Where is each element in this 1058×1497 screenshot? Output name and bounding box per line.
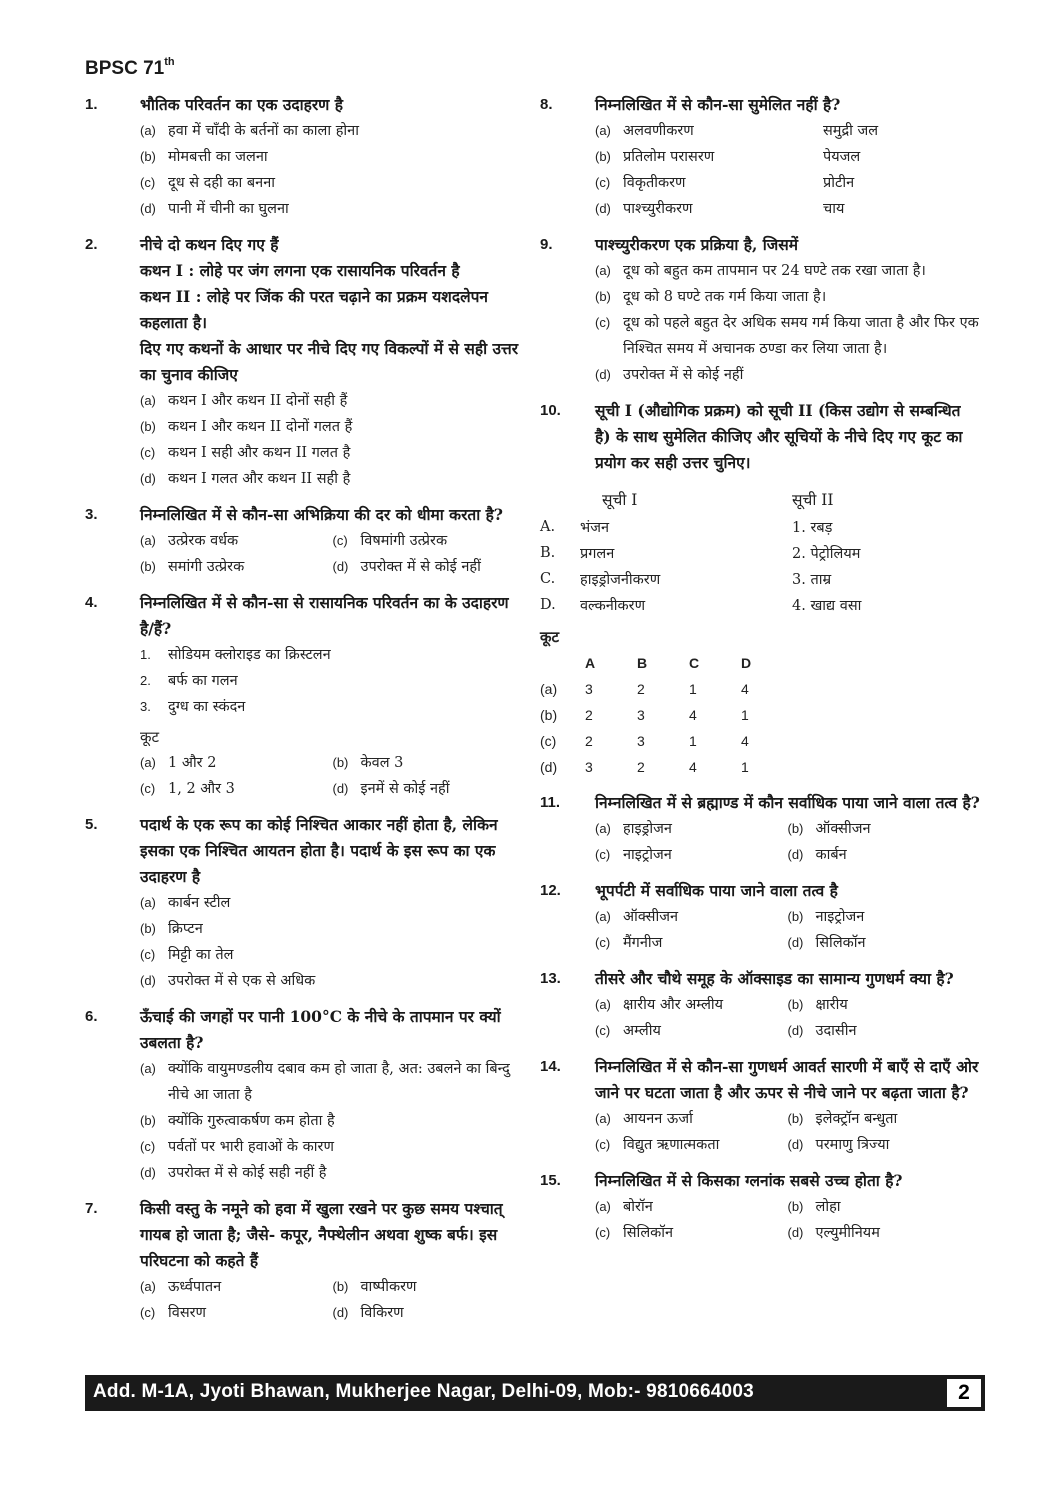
statement-1: 1. सोडियम क्लोराइड का क्रिस्टलन: [140, 647, 331, 663]
option-a: (a) कथन I और कथन II दोनों सही हैं: [140, 393, 348, 409]
right-column: [540, 92, 980, 1256]
question-3: [85, 502, 525, 580]
option-b: (b) प्रतिलोम परासरण पेयजल: [595, 149, 861, 165]
option-b: (b) क्रिप्टन: [140, 921, 203, 937]
question-number: 14.: [540, 1058, 561, 1075]
option-b: (b) नाइट्रोजन: [787, 909, 865, 925]
code-row: (c) 2 3 1 4: [540, 733, 749, 749]
match-table: [540, 484, 861, 618]
question-number: 9.: [540, 236, 553, 253]
option-c: (c) कथन I सही और कथन II गलत है: [140, 445, 351, 461]
question-14: [540, 1054, 980, 1158]
question-11: [540, 790, 980, 868]
option-c: (c) मैंगनीज: [595, 935, 663, 951]
option-b: (b) लोहा: [787, 1199, 841, 1215]
option-d: (d) उपरोक्त में से कोई नहीं: [332, 559, 481, 575]
exam-title: BPSC 71: [85, 58, 165, 79]
exam-title-sup: th: [164, 56, 175, 68]
option-a: (a) हवा में चाँदी के बर्तनों का काला होना: [140, 123, 359, 139]
option-b: (b) वाष्पीकरण: [332, 1279, 417, 1295]
option-a: (a) हाइड्रोजन: [595, 821, 672, 837]
code-table: A B C D (a) 3 2 1 4 (b) 2 3 4 1 (c) 2 3 1 4 (d) 3 2 4 1: [540, 650, 793, 780]
footer-address: Add. M-1A, Jyoti Bhawan, Mukherjee Nagar, Delhi-09, Mob:- 9810664003: [93, 1381, 754, 1402]
question-9: [540, 232, 980, 388]
option-b: (b) क्योंकि गुरुत्वाकर्षण कम होता है: [140, 1113, 335, 1129]
question-number: 13.: [540, 970, 561, 987]
option-c: (c) विकृतीकरण प्रोटीन: [595, 175, 855, 191]
question-number: 6.: [85, 1008, 98, 1025]
option-b: (b) क्षारीय: [787, 997, 848, 1013]
footer-bar: [85, 1375, 985, 1411]
option-a: (a) क्षारीय और अम्लीय: [595, 997, 724, 1013]
question-text: निम्नलिखित में से ब्रह्माण्ड में कौन सर्वाधिक पाया जाने वाला तत्व है?: [595, 793, 980, 812]
option-a: (a) उत्प्रेरक वर्धक: [140, 533, 239, 549]
question-text: निम्नलिखित में से किसका ग्लनांक सबसे उच्च होता है?: [595, 1171, 903, 1190]
question-number: 2.: [85, 236, 98, 253]
question-8: [540, 92, 980, 222]
match-row: C. हाइड्रोजनीकरण 3. ताम्र: [540, 571, 832, 588]
question-7: [85, 1196, 525, 1326]
question-text: पाश्च्युरीकरण एक प्रक्रिया है, जिसमें: [595, 235, 799, 254]
question-4: [85, 590, 525, 802]
question-1: [85, 92, 525, 222]
option-d: (d) उपरोक्त में से एक से अधिक: [140, 973, 316, 989]
statement-3: 3. दुग्ध का स्कंदन: [140, 699, 246, 715]
question-text: सूची I (औद्योगिक प्रक्रम) को सूची II (किस उद्योग से सम्बन्धित है) के साथ सुमेलित कीजिए और सूचियों के नीचे दिए गए कूट का प्रयोग कर सही उत्तर चुनिए।: [595, 401, 963, 472]
option-d: (d) उपरोक्त में से कोई सही नहीं है: [140, 1165, 327, 1181]
option-a: (a) आयनन ऊर्जा: [595, 1111, 693, 1127]
question-text: निम्नलिखित में से कौन-सा अभिक्रिया की दर को धीमा करता है?: [140, 505, 503, 524]
option-d: (d) कार्बन: [787, 847, 847, 863]
option-a: (a) क्योंकि वायुमण्डलीय दबाव कम हो जाता है, अत: उबलने का बिन्दु नीचे आ जाता है: [140, 1061, 510, 1103]
option-b: (b) कथन I और कथन II दोनों गलत हैं: [140, 419, 353, 435]
match-row: B. प्रगलन 2. पेट्रोलियम: [540, 545, 861, 562]
option-c: (c) विषमांगी उत्प्रेरक: [332, 533, 448, 549]
list-1-heading: सूची I: [602, 491, 638, 509]
match-row: D. वल्कनीकरण 4. खाद्य वसा: [540, 597, 862, 614]
option-b: (b) ऑक्सीजन: [787, 821, 871, 837]
question-text: निम्नलिखित में से कौन-सा सुमेलित नहीं है?: [595, 95, 841, 114]
question-text: भूपर्पटी में सर्वाधिक पाया जाने वाला तत्व है: [595, 881, 838, 900]
question-number: 10.: [540, 402, 561, 419]
question-2: [85, 232, 525, 492]
option-b: (b) समांगी उत्प्रेरक: [140, 559, 245, 575]
option-a: (a) 1 और 2: [140, 755, 217, 771]
option-d: (d) परमाणु त्रिज्या: [787, 1137, 890, 1153]
code-heading: कूट: [540, 628, 560, 646]
option-c: (c) अम्लीय: [595, 1023, 661, 1039]
question-number: 3.: [85, 506, 98, 523]
question-10: [540, 398, 980, 780]
question-number: 5.: [85, 816, 98, 833]
code-row: (b) 2 3 4 1: [540, 707, 749, 723]
page-number: 2: [947, 1379, 981, 1407]
question-number: 7.: [85, 1200, 98, 1217]
option-d: (d) पानी में चीनी का घुलना: [140, 201, 289, 217]
question-15: [540, 1168, 980, 1246]
list-2-heading: सूची II: [792, 491, 834, 509]
option-a: (a) ऊर्ध्वपातन: [140, 1279, 222, 1295]
statement-2: 2. बर्फ का गलन: [140, 673, 238, 689]
option-c: (c) नाइट्रोजन: [595, 847, 672, 863]
option-c: (c) दूध को पहले बहुत देर अधिक समय गर्म किया जाता है और फिर एक निश्चित समय में अचानक ठण्डा कर लिया जाता है।: [595, 315, 979, 357]
question-number: 8.: [540, 96, 553, 113]
option-a: (a) दूध को बहुत कम तापमान पर 24 घण्टे तक रखा जाता है।: [595, 263, 926, 279]
question-text: निम्नलिखित में से कौन-सा से रासायनिक परिवर्तन का के उदाहरण है/हैं?: [140, 593, 509, 638]
question-text: भौतिक परिवर्तन का एक उदाहरण है: [140, 95, 343, 114]
option-c: (c) विसरण: [140, 1305, 207, 1321]
option-b: (b) दूध को 8 घण्टे तक गर्म किया जाता है।: [595, 289, 827, 305]
option-c: (c) सिलिकॉन: [595, 1225, 674, 1241]
question-text: पदार्थ के एक रूप का कोई निश्चित आकार नहीं होता है, लेकिन इसका एक निश्चित आयतन होता है। पदार्थ के इस रूप का एक उदाहरण है: [140, 815, 498, 886]
question-text: किसी वस्तु के नमूने को हवा में खुला रखने पर कुछ समय पश्चात् गायब हो जाता है; जैसे- कपूर, नैफ्थेलीन अथवा शुष्क बर्फ। इस परिघटना को कहते हैं: [140, 1199, 503, 1270]
option-a: (a) बोरॉन: [595, 1199, 653, 1215]
question-number: 15.: [540, 1172, 561, 1189]
option-a: (a) ऑक्सीजन: [595, 909, 679, 925]
question-number: 4.: [85, 594, 98, 611]
code-row: (d) 3 2 4 1: [540, 759, 749, 775]
page-header: [85, 58, 175, 80]
option-d: (d) एल्युमीनियम: [787, 1225, 880, 1241]
option-a: (a) अलवणीकरण समुद्री जल: [595, 123, 879, 139]
question-number: 12.: [540, 882, 561, 899]
code-row: (a) 3 2 1 4: [540, 681, 749, 697]
question-13: [540, 966, 980, 1044]
option-d: (d) उपरोक्त में से कोई नहीं: [595, 367, 744, 383]
option-d: (d) कथन I गलत और कथन II सही है: [140, 471, 351, 487]
question-text: ऊँचाई की जगहों पर पानी 100°C के नीचे के तापमान पर क्यों उबलता है?: [140, 1007, 501, 1052]
option-b: (b) केवल 3: [332, 755, 404, 771]
question-5: [85, 812, 525, 994]
option-d: (d) पाश्च्युरीकरण चाय: [595, 201, 845, 217]
code-heading: कूट: [140, 728, 160, 746]
option-d: (d) उदासीन: [787, 1023, 857, 1039]
option-c: (c) विद्युत ऋणात्मकता: [595, 1137, 720, 1153]
match-row: A. भंजन 1. रबड़: [540, 519, 833, 536]
option-c: (c) 1, 2 और 3: [140, 781, 235, 797]
option-d: (d) विकिरण: [332, 1305, 404, 1321]
question-text: निम्नलिखित में से कौन-सा गुणधर्म आवर्त सारणी में बाएँ से दाएँ ओर जाने पर घटता जाता है और ऊपर से नीचे जाने पर बढ़ता जाता है?: [595, 1057, 979, 1102]
question-number: 11.: [540, 794, 561, 811]
option-b: (b) मोमबत्ती का जलना: [140, 149, 268, 165]
option-d: (d) सिलिकॉन: [787, 935, 866, 951]
question-number: 1.: [85, 96, 98, 113]
option-c: (c) मिट्टी का तेल: [140, 947, 234, 963]
option-a: (a) कार्बन स्टील: [140, 895, 231, 911]
option-d: (d) इनमें से कोई नहीं: [332, 781, 450, 797]
option-b: (b) इलेक्ट्रॉन बन्धुता: [787, 1111, 898, 1127]
question-text: नीचे दो कथन दिए गए हैं कथन I : लोहे पर जंग लगना एक रासायनिक परिवर्तन है कथन II : लोहे पर जिंक की परत चढ़ाने का प्रक्रम यशदलेपन कहलाता है। दिए गए कथनों के आधार पर नीचे दिए गए विकल्पों में से सही उत्तर का चुनाव कीजिए: [140, 235, 519, 384]
option-c: (c) दूध से दही का बनना: [140, 175, 276, 191]
left-column: [85, 92, 525, 1336]
question-6: [85, 1004, 525, 1186]
question-12: [540, 878, 980, 956]
question-text: तीसरे और चौथे समूह के ऑक्साइड का सामान्य गुणधर्म क्या है?: [595, 969, 954, 988]
option-c: (c) पर्वतों पर भारी हवाओं के कारण: [140, 1139, 334, 1155]
